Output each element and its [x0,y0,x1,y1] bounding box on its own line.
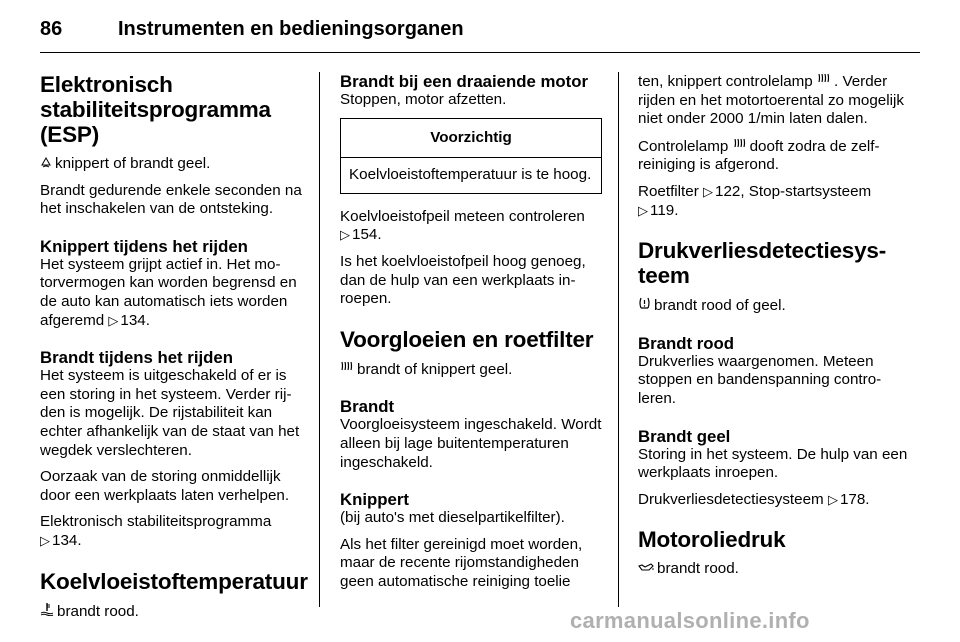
glow-plug-icon [733,137,747,157]
glow-plug-icon [340,360,354,380]
tpms-link-text: Drukverliesdetectiesysteem ▷ 178. [638,490,870,508]
tire-pressure-icon [638,296,651,316]
esp-link-text: Elektronisch stabiliteitsprogramma ▷ 134. [40,513,272,549]
reference-arrow-icon: ▷ [340,227,350,243]
reference-arrow-icon: ▷ [827,491,838,507]
filter-link-text: Roetfilter ▷ 122, Stop-startsysteem ▷ 119. [638,182,872,219]
column-2 [340,72,602,600]
engine-text: Stoppen, motor afzetten. [340,91,507,108]
brandt-heading: Brandt [340,397,395,417]
yellow-heading: Brandt geel [638,426,731,446]
engine-heading: Brandt bij een draaiende motor [340,72,589,91]
brandt-text: Voorgloeisysteem ingeschakeld. Wordt alleen bij lage buitentemperaturen ingeschakeld. [340,416,602,471]
high-text: Is het koelvloeistofpeil hoog genoeg, dan de hulp van een werkplaats inroepen. [340,252,586,308]
oil-heading: Motoroliedruk [638,527,786,553]
reference-arrow-icon: ▷ [703,183,714,199]
esp-desc: Brandt gedurende enkele seconden na het inschakelen van de ontsteking. [40,181,302,218]
esp-status: knippert of brandt geel. [40,155,302,174]
check-text: Koelvloeistofpeil meteen controleren ▷ 154. [340,207,585,244]
flash-heading: Knippert tijdens het rijden [40,236,248,256]
preheat-heading: Voorgloeien en roetfilter [340,326,594,352]
column-3 [638,72,908,587]
yellow-text: Storing in het systeem. De hulp van een werkplaats inroepen. [638,445,908,482]
page-reference-link[interactable]: 154. [352,226,382,244]
page-number: 86 [40,18,63,40]
knippert-text: (bij auto's met dieselpartikelfilter). [340,509,565,527]
knippert-heading: Knippert [340,490,409,510]
esp-warning-icon [40,155,52,174]
burn-text-2: Oorzaak van de storing onmiddellijk door een werkplaats laten verhelpen. [40,468,290,504]
page-reference-link[interactable]: 119. [650,201,679,219]
caution-title: Voorzichtig [341,119,601,159]
caution-text: Koelvloeistoftemperatuur is te hoog. [349,166,592,184]
column-1 [40,72,308,629]
oil-status: brandt rood. [638,560,908,579]
reference-arrow-icon: ▷ [40,532,50,548]
page-reference-link[interactable]: 178. [839,490,870,508]
cont-text: ten, knippert controlelamp . Verder rijden en het motortoerental zo mogelijk niet onder 2000 1/min laten dalen. [638,73,904,128]
flash-text: Het systeem grijpt actief in. Het motorvermogen kan worden begrensd en de auto kan automatisch iets worden afgeremd ▷ 134. [40,255,297,329]
tpms-status: brandt rood of geel. [638,296,908,316]
reference-arrow-icon: ▷ [108,312,119,328]
burn-text: Het systeem is uitgeschakeld of er is een storing in het systeem. Verder rijden is mogelijk. De rijstabiliteit kan echter afhankelijk van de staat van het wegdek verslechteren. [40,367,300,459]
red-text: Drukverlies waargenomen. Meteen stoppen en bandenspanning controleren. [638,352,882,407]
page-header [40,18,920,53]
esp-heading: Elektronisch stabiliteitsprogramma (ESP) [40,72,271,147]
burn-heading: Brandt tijdens het rijden [40,348,234,368]
tpms-heading: Drukverliesdetectiesysteem [638,238,887,289]
coolant-heading: Koelvloeistoftemperatuur [40,568,308,594]
oil-pressure-icon [638,560,654,579]
red-heading: Brandt rood [638,333,735,353]
preheat-status: brandt of knippert geel. [340,360,602,380]
coolant-status: brandt rood. [40,602,302,622]
watermark: carmanualsonline.info [570,608,810,633]
column-divider [618,72,619,607]
reference-arrow-icon: ▷ [638,202,648,218]
glow-plug-icon [817,72,831,92]
page-title: Instrumenten en bedieningsorganen [118,18,464,40]
filter-text: Als het filter gereinigd moet worden, maar de recente rijomstandigheden geen automatische reiniging toelie [340,535,583,590]
column-divider [319,72,320,607]
coolant-temperature-icon [40,602,54,622]
page-reference-link[interactable]: 134. [120,311,150,329]
lamp-text: Controlelamp dooft zodra de zelfreiniging is afgerond. [638,137,880,174]
page-reference-link[interactable]: 122, Stop-startsysteem [715,182,872,200]
caution-box [340,118,602,194]
page-reference-link[interactable]: 134. [52,531,82,549]
